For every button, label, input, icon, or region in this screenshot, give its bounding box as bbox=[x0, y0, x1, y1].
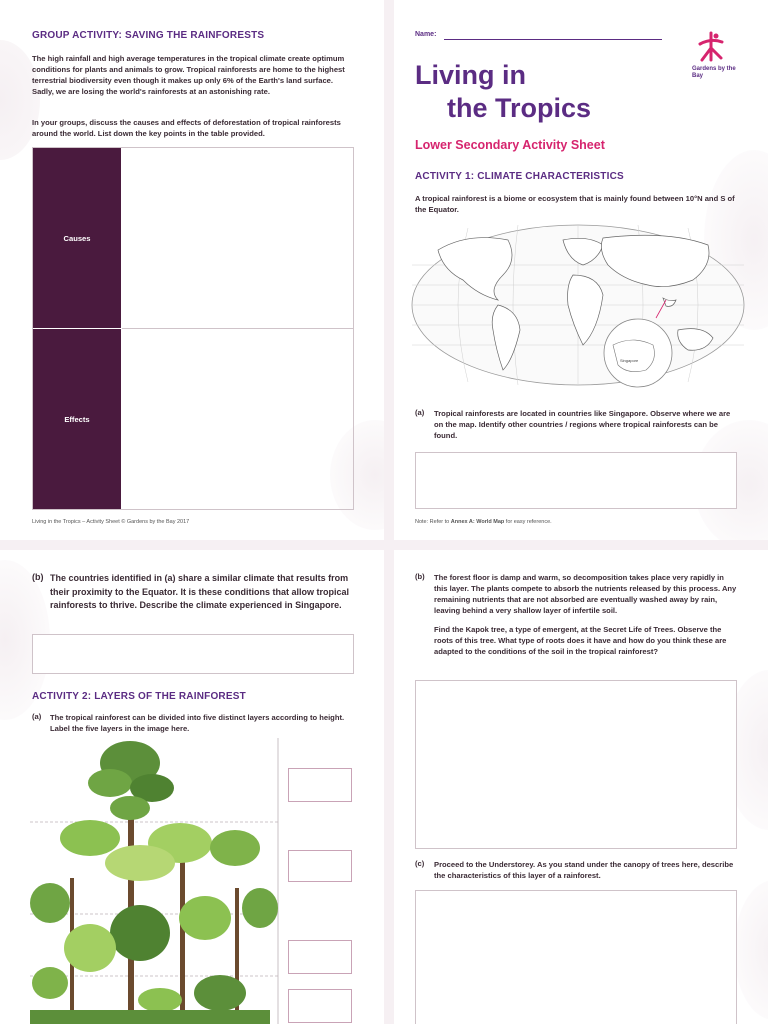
page-title-line2: the Tropics bbox=[447, 93, 592, 123]
causes-header-cell bbox=[33, 148, 121, 329]
instruction-paragraph: In your groups, discuss the causes and effects of deforestation of tropical rainforests around the world. List down the key points in the table provided. bbox=[32, 118, 341, 138]
causes-answer-cell[interactable] bbox=[122, 148, 353, 329]
world-map bbox=[408, 220, 748, 390]
question-a-text: Tropical rainforests are located in countries like Singapore. Observe where we are on the map. Identify other countries / regions where tropical rainforests can be found. bbox=[434, 409, 731, 440]
logo-text: Gardens by the Bay bbox=[692, 66, 736, 79]
answer-box-roots[interactable] bbox=[415, 680, 737, 849]
question-b-text: The countries identified in (a) share a similar climate that results from their proximity to the Equator. It is these conditions that allow tropical rainforests to thrive. Describe the climate experienced in Singapore. bbox=[50, 573, 350, 610]
question-b-letter: (b) bbox=[415, 572, 425, 581]
page-living-in-tropics bbox=[394, 0, 768, 540]
activity1-intro: A tropical rainforest is a biome or ecosystem that is mainly found between 10°N and S of the Equator. bbox=[415, 194, 735, 214]
rainforest-layers-illustration bbox=[30, 738, 290, 1024]
note-text: Note: Refer to Annex A: World Map for easy reference. bbox=[415, 519, 552, 525]
causes-effects-table bbox=[32, 147, 354, 510]
canopy-crowns bbox=[60, 820, 260, 881]
activity2-heading: ACTIVITY 2: LAYERS OF THE RAINFOREST bbox=[32, 691, 246, 702]
decorative-flower bbox=[734, 880, 768, 1020]
question-b-text: The forest floor is damp and warm, so decomposition takes place very rapidly in this layer. The plants compete to absorb the nutrients released by this process. Any remaining nutrients that are not absorbed are eventually washed away by rain, leaving behind a very shallow layer of infertile soil. bbox=[434, 573, 737, 615]
understorey-crowns bbox=[30, 883, 278, 972]
page-activity2 bbox=[0, 550, 384, 1024]
intro-paragraph: The high rainfall and high average temperatures in the tropical climate create optimum conditions for plants and animals to grow. Tropical rainforests are home to the highest terrestrial biodiversity even though it makes up only 6% of the Earth's land surface. Sadly, we are losing the world's rainforests at an astonishing rate. bbox=[32, 54, 345, 96]
layer-label-box-2[interactable] bbox=[288, 850, 352, 882]
forest-floor bbox=[30, 1010, 270, 1024]
gardens-by-the-bay-logo bbox=[694, 30, 728, 64]
causes-label: Causes bbox=[63, 234, 91, 243]
question-c-letter: (c) bbox=[415, 859, 425, 868]
answer-box-understorey[interactable] bbox=[415, 890, 737, 1024]
effects-header-cell bbox=[33, 329, 121, 509]
name-field[interactable] bbox=[444, 38, 662, 40]
question-c-text: Proceed to the Understorey. As you stand under the canopy of trees here, describe the characteristics of this layer of a rainforest. bbox=[434, 860, 734, 880]
page-forest-floor bbox=[394, 550, 768, 1024]
layer-label-box-3[interactable] bbox=[288, 940, 352, 974]
activity1-heading: ACTIVITY 1: CLIMATE CHARACTERISTICS bbox=[415, 171, 624, 182]
question-a-text: The tropical rainforest can be divided into five distinct layers according to height. Label the five layers in the image here. bbox=[50, 713, 345, 733]
activity-heading: GROUP ACTIVITY: SAVING THE RAINFORESTS bbox=[32, 30, 265, 41]
layer-label-box-4[interactable] bbox=[288, 989, 352, 1023]
shrub-layer bbox=[32, 967, 246, 1012]
question-b-text2: Find the Kapok tree, a type of emergent, at the Secret Life of Trees. Observe the roots of this tree. What type of roots does it have and how do you think these are adapted to the conditions of the soil in the tropical rainforest? bbox=[434, 625, 727, 656]
question-a-letter: (a) bbox=[415, 408, 425, 417]
question-b-letter: (b) bbox=[32, 572, 44, 582]
page-footer: Living in the Tropics – Activity Sheet © Gardens by the Bay 2017 bbox=[32, 519, 190, 525]
name-label: Name: bbox=[415, 31, 437, 38]
effects-label: Effects bbox=[64, 415, 90, 424]
effects-answer-cell[interactable] bbox=[122, 329, 353, 509]
inset-label: Singapore bbox=[620, 358, 639, 363]
answer-box-climate[interactable] bbox=[32, 634, 354, 674]
page-group-activity bbox=[0, 0, 384, 540]
question-a-letter: (a) bbox=[32, 712, 42, 721]
answer-box-a[interactable] bbox=[415, 452, 737, 509]
layer-label-box-1[interactable] bbox=[288, 768, 352, 802]
emergent-tree-crown bbox=[88, 741, 174, 820]
page-title-line1: Living in bbox=[415, 60, 526, 90]
page-subtitle: Lower Secondary Activity Sheet bbox=[415, 138, 605, 152]
